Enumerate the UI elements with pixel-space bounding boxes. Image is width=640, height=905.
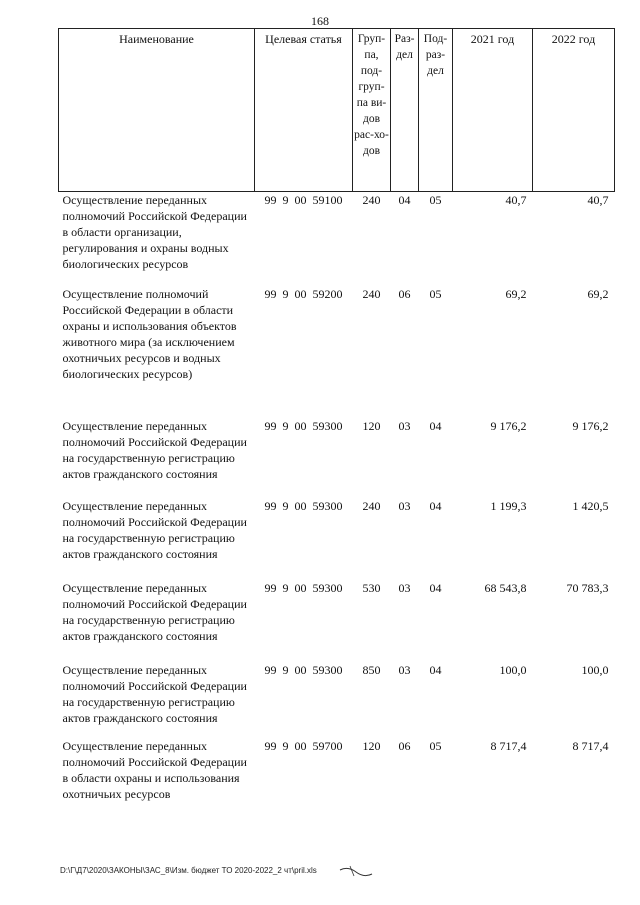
target-direction: 59100 <box>312 193 343 207</box>
target-program: 99 <box>264 193 277 207</box>
target-subprogram: 9 <box>282 580 289 595</box>
row-name: Осуществление переданных полномочий Российской Федерации на государственную регистрацию актов гражданского состояния <box>62 580 247 643</box>
row-value-2022: 40,7 <box>587 193 609 207</box>
row-section: 03 <box>398 662 411 677</box>
row-target-article <box>255 286 353 418</box>
row-value-2021: 40,7 <box>505 193 527 207</box>
row-group: 240 <box>362 286 381 301</box>
target-direction: 59300 <box>312 662 343 677</box>
row-value-2021: 8 717,4 <box>490 738 527 753</box>
row-value-2022: 9 176,2 <box>572 418 609 433</box>
target-subprogram: 9 <box>282 662 289 677</box>
target-program: 99 <box>264 286 277 301</box>
table-row <box>59 192 615 286</box>
target-main: 00 <box>294 580 307 595</box>
target-main: 00 <box>294 738 307 753</box>
file-path-footer: D:\Г\Д7\2020\ЗАКОНЫ\ЗАС_8\Изм. бюджет ТО 2020-2022_2 чт\pril.xls <box>60 866 317 875</box>
row-section: 06 <box>398 286 411 301</box>
row-section: 03 <box>398 498 411 513</box>
table-row <box>59 738 615 822</box>
row-name: Осуществление переданных полномочий Российской Федерации на государственную регистрацию актов гражданского состояния <box>62 498 247 561</box>
budget-table <box>58 28 615 822</box>
row-value-2022: 8 717,4 <box>572 738 609 753</box>
target-direction: 59300 <box>312 580 343 595</box>
row-value-2021: 1 199,3 <box>490 498 527 513</box>
header-group: Груп-па, под-груп-па ви-дов рас-хо-дов <box>353 29 391 192</box>
row-section: 06 <box>398 738 411 753</box>
table-row <box>59 498 615 580</box>
row-group: 120 <box>362 738 381 753</box>
row-target-article <box>255 662 353 738</box>
header-name: Наименование <box>59 29 255 192</box>
target-direction: 59700 <box>312 738 343 753</box>
target-direction: 59200 <box>312 286 343 301</box>
target-program: 99 <box>264 418 277 433</box>
target-direction: 59300 <box>312 418 343 433</box>
target-program: 99 <box>264 498 277 513</box>
row-section: 03 <box>398 418 411 433</box>
header-2021: 2021 год <box>453 29 533 192</box>
row-subsection: 05 <box>429 193 442 207</box>
row-section: 03 <box>398 580 411 595</box>
row-target-article <box>255 580 353 662</box>
header-target: Целевая статья <box>255 29 353 192</box>
header-subsection: Под-раз-дел <box>419 29 453 192</box>
row-group: 240 <box>362 193 381 207</box>
row-name: Осуществление переданных полномочий Российской Федерации в области организации, регулирования и охраны водных биологических ресурсов <box>62 193 247 271</box>
target-main: 00 <box>294 418 307 433</box>
target-subprogram: 9 <box>282 193 289 207</box>
row-name: Осуществление полномочий Российской Федерации в области охраны и использования объектов животного мира (за исключением охотничьих ресурсов и водных биологических ресурсов) <box>62 286 237 381</box>
target-subprogram: 9 <box>282 738 289 753</box>
table-row <box>59 580 615 662</box>
row-group: 120 <box>362 418 381 433</box>
row-value-2022: 100,0 <box>581 662 609 677</box>
row-value-2021: 69,2 <box>505 286 527 301</box>
row-target-article <box>255 192 353 286</box>
target-program: 99 <box>264 738 277 753</box>
row-target-article <box>255 418 353 498</box>
table-row <box>59 418 615 498</box>
target-program: 99 <box>264 580 277 595</box>
row-subsection: 05 <box>429 286 442 301</box>
table-row <box>59 662 615 738</box>
row-target-article <box>255 498 353 580</box>
row-value-2022: 69,2 <box>587 286 609 301</box>
table-header-row <box>59 29 615 192</box>
row-section: 04 <box>398 193 411 207</box>
row-value-2021: 100,0 <box>499 662 527 677</box>
target-main: 00 <box>294 662 307 677</box>
row-value-2021: 68 543,8 <box>484 580 527 595</box>
target-subprogram: 9 <box>282 498 289 513</box>
table-row <box>59 286 615 418</box>
row-subsection: 04 <box>429 418 442 433</box>
target-direction: 59300 <box>312 498 343 513</box>
row-subsection: 04 <box>429 498 442 513</box>
pen-mark-icon <box>338 864 378 878</box>
row-value-2022: 70 783,3 <box>566 580 609 595</box>
table-body <box>59 192 615 822</box>
target-main: 00 <box>294 193 307 207</box>
row-value-2022: 1 420,5 <box>572 498 609 513</box>
page-number: 168 <box>311 14 329 28</box>
row-subsection: 05 <box>429 738 442 753</box>
row-group: 850 <box>362 662 381 677</box>
row-target-article <box>255 738 353 822</box>
target-main: 00 <box>294 498 307 513</box>
row-subsection: 04 <box>429 662 442 677</box>
target-subprogram: 9 <box>282 286 289 301</box>
row-value-2021: 9 176,2 <box>490 418 527 433</box>
row-group: 240 <box>362 498 381 513</box>
target-subprogram: 9 <box>282 418 289 433</box>
target-program: 99 <box>264 662 277 677</box>
row-subsection: 04 <box>429 580 442 595</box>
row-name: Осуществление переданных полномочий Российской Федерации на государственную регистрацию актов гражданского состояния <box>62 418 247 481</box>
header-2022: 2022 год <box>533 29 615 192</box>
header-section: Раз-дел <box>391 29 419 192</box>
row-name: Осуществление переданных полномочий Российской Федерации в области охраны и использования охотничьих ресурсов <box>62 738 247 801</box>
row-group: 530 <box>362 580 381 595</box>
row-name: Осуществление переданных полномочий Российской Федерации на государственную регистрацию актов гражданского состояния <box>62 662 247 725</box>
target-main: 00 <box>294 286 307 301</box>
